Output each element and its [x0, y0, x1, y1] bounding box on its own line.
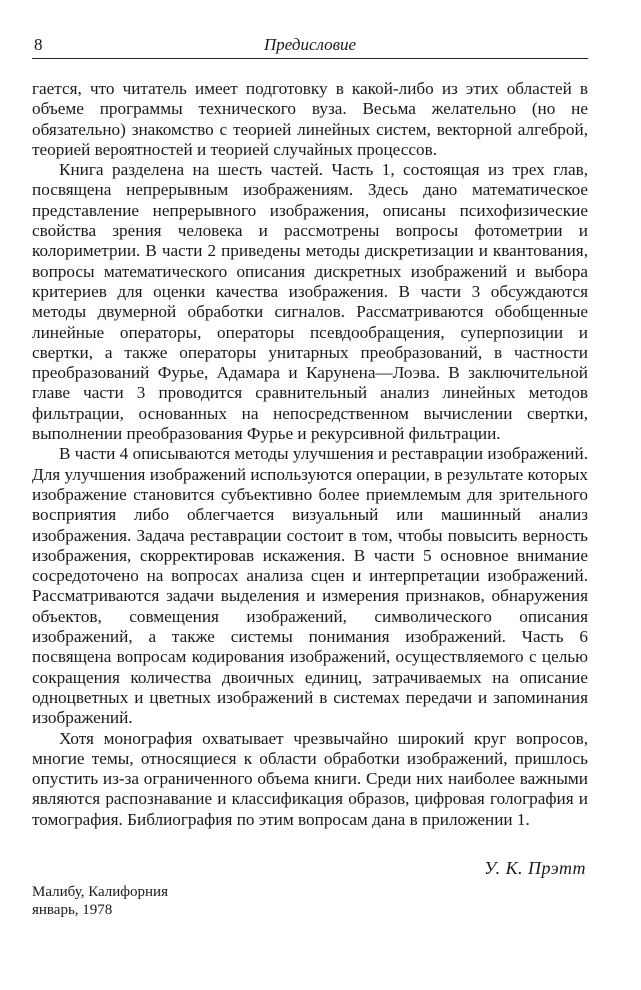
paragraph-book-structure: Книга разделена на шесть частей. Часть 1, состоящая из трех глав, посвящена непрерывным изображениям. Здесь дано математическое представление непрерывного изображения, описаны психофизические свойства зрения человека и рассмотрены вопросы фотометрии и колориметрии. В части 2 приведены методы дискретизации и квантования, вопросы математического описания дискретных изображений и выбора критериев для оценки качества изображения. В части 3 обсуждаются методы двумерной обработки сигналов. Рассматриваются обобщенные линейные операторы, операторы псевдообращения, суперпозиции и свертки, а также операторы унитарных преобразований, в частности преобразований Фурье, Адамара и Карунена—Лоэва. В заключительной главе части 3 проводится сравнительный анализ линейных методов фильтрации, основанных на непосредственном вычислении свертки, выполнении преобразования Фурье и рекурсивной фильтрации.	[32, 160, 588, 444]
paragraph-continuation: гается, что читатель имеет подготовку в какой-либо из этих областей в объеме программы технического вуза. Весьма желательно (но не обязательно) знакомство с теорией линейных систем, векторной алгеброй, теорией вероятностей и теорией случайных процессов.	[32, 79, 588, 159]
page-number: 8	[34, 35, 43, 54]
running-title: Предисловие	[263, 35, 357, 54]
book-page	[32, 28, 588, 919]
author-signature: У. К. Прэтт	[484, 857, 586, 878]
paragraph-omitted-topics: Хотя монография охватывает чрезвычайно широкий круг вопросов, многие темы, относящиеся к области обработки изображений, пришлось опустить из-за ограниченного объема книги. Среди них наиболее важными являются распознавание и классификация образов, цифровая голография и томография. Библиография по этим вопросам дана в приложении 1.	[32, 728, 588, 829]
place-date	[32, 883, 588, 919]
paragraph-parts-4-6: В части 4 описываются методы улучшения и реставрации изображений. Для улучшения изображений используются операции, в результате которых изображение становится субъективно более приемлемым для зрительного восприятия либо облегчается визуальный или машинный анализ изображения. Задача реставрации состоит в том, чтобы повысить верность изображения, скорректировав искажения. В части 5 основное внимание сосредоточено на вопросах анализа сцен и интерпретации изображений. Рассматриваются задачи выделения и измерения признаков, обнаружения объектов, совмещения изображений, символического описания изображений, а также системы понимания изображений. Часть 6 посвящена вопросам кодирования изображений, осуществляемого с целью сокращения количества двоичных единиц, затрачиваемых на описание одноцветных и цветных изображений в системах передачи и запоминания изображений.	[32, 444, 588, 728]
place: Малибу, Калифорния	[32, 883, 168, 900]
date: январь, 1978	[32, 901, 113, 918]
body-text	[32, 79, 588, 830]
running-head	[32, 28, 588, 59]
